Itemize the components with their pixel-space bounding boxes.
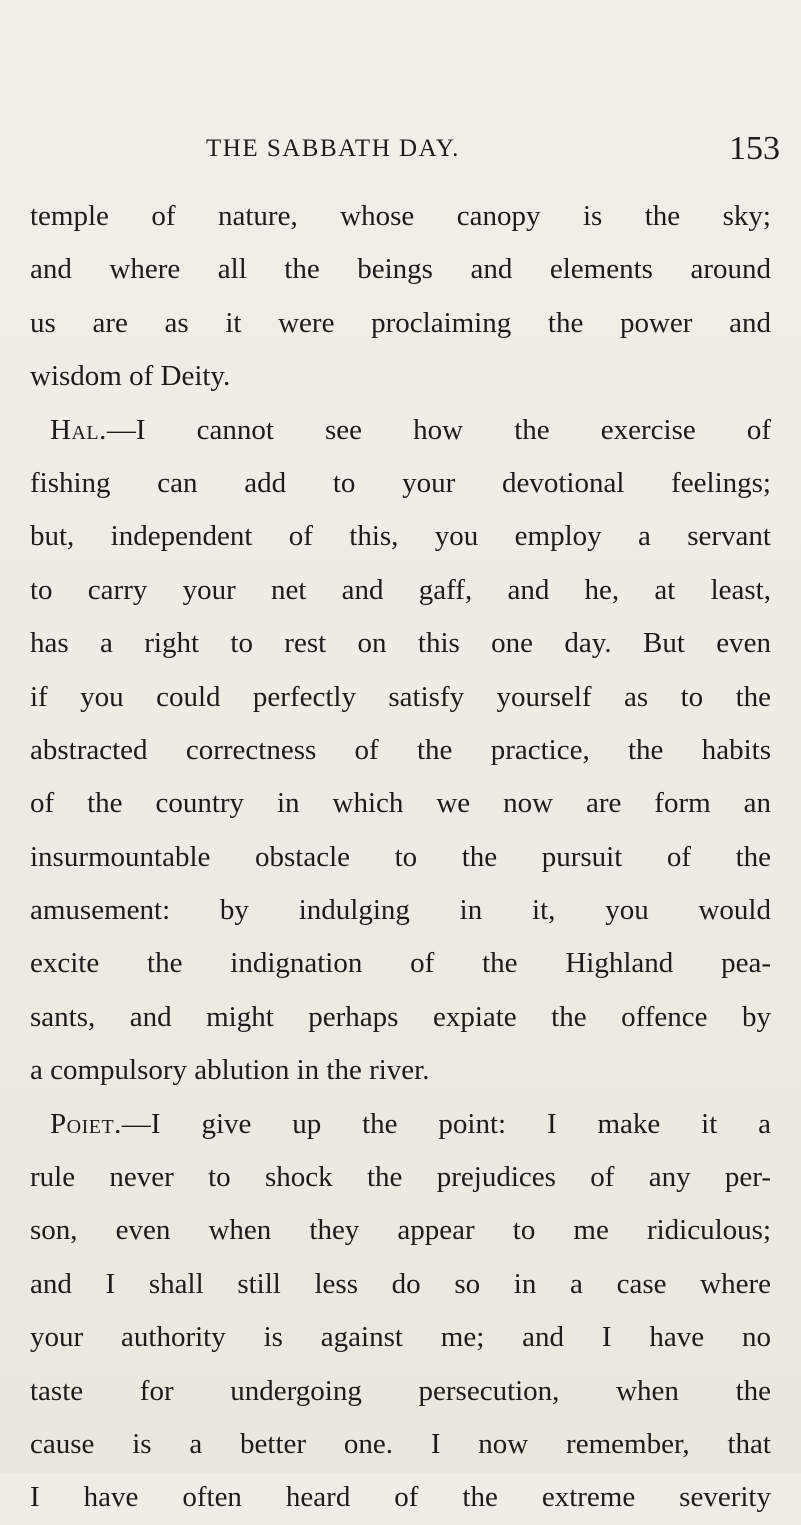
text-line: amusement: by indulging in it, you would: [30, 894, 771, 927]
text-line: son, even when they appear to me ridiculous;: [30, 1214, 771, 1247]
text-line: sants, and might perhaps expiate the offence by: [30, 1000, 771, 1033]
text-line: I have often heard of the extreme severity: [30, 1481, 771, 1514]
text-line: taste for undergoing persecution, when the: [30, 1374, 771, 1407]
speaker-name-poiet: Poiet.: [50, 1107, 122, 1140]
speech-text: —I cannot see how the exercise of: [106, 413, 771, 446]
text-line: us are as it were proclaiming the power and: [30, 306, 771, 339]
text-line: wisdom of Deity.: [30, 360, 231, 393]
text-line: your authority is against me; and I have no: [30, 1321, 771, 1354]
text-line: and I shall still less do so in a case where: [30, 1267, 771, 1300]
text-line: fishing can add to your devotional feelings;: [30, 466, 771, 499]
text-line: but, independent of this, you employ a servant: [30, 520, 771, 553]
running-head: [30, 130, 780, 175]
text-line: insurmountable obstacle to the pursuit of the: [30, 840, 771, 873]
text-line: temple of nature, whose canopy is the sky;: [30, 200, 771, 232]
speaker-name-hal: Hal.: [50, 413, 107, 446]
text-line: excite the indignation of the Highland pea-: [30, 947, 771, 980]
text-line: and where all the beings and elements around: [30, 253, 771, 286]
text-line: of the country in which we now are form an: [30, 787, 771, 820]
text-line: rule never to shock the prejudices of any per-: [30, 1161, 771, 1194]
running-title: THE SABBATH DAY.: [206, 135, 460, 162]
speech-hal-first-line: [30, 404, 771, 457]
text-line: a compulsory ablution in the river.: [30, 1054, 430, 1087]
text-line: has a right to rest on this one day. But even: [30, 627, 771, 660]
page-number: 153: [729, 130, 780, 167]
text-line: cause is a better one. I now remember, that: [30, 1427, 771, 1460]
text-line: to carry your net and gaff, and he, at least,: [30, 573, 771, 606]
speech-text: —I give up the point: I make it a: [121, 1107, 771, 1140]
speech-poiet-first-line: [30, 1098, 771, 1151]
body-text: [30, 190, 771, 1525]
text-line: abstracted correctness of the practice, the habits: [30, 733, 771, 766]
text-line: if you could perfectly satisfy yourself as to the: [30, 680, 771, 713]
